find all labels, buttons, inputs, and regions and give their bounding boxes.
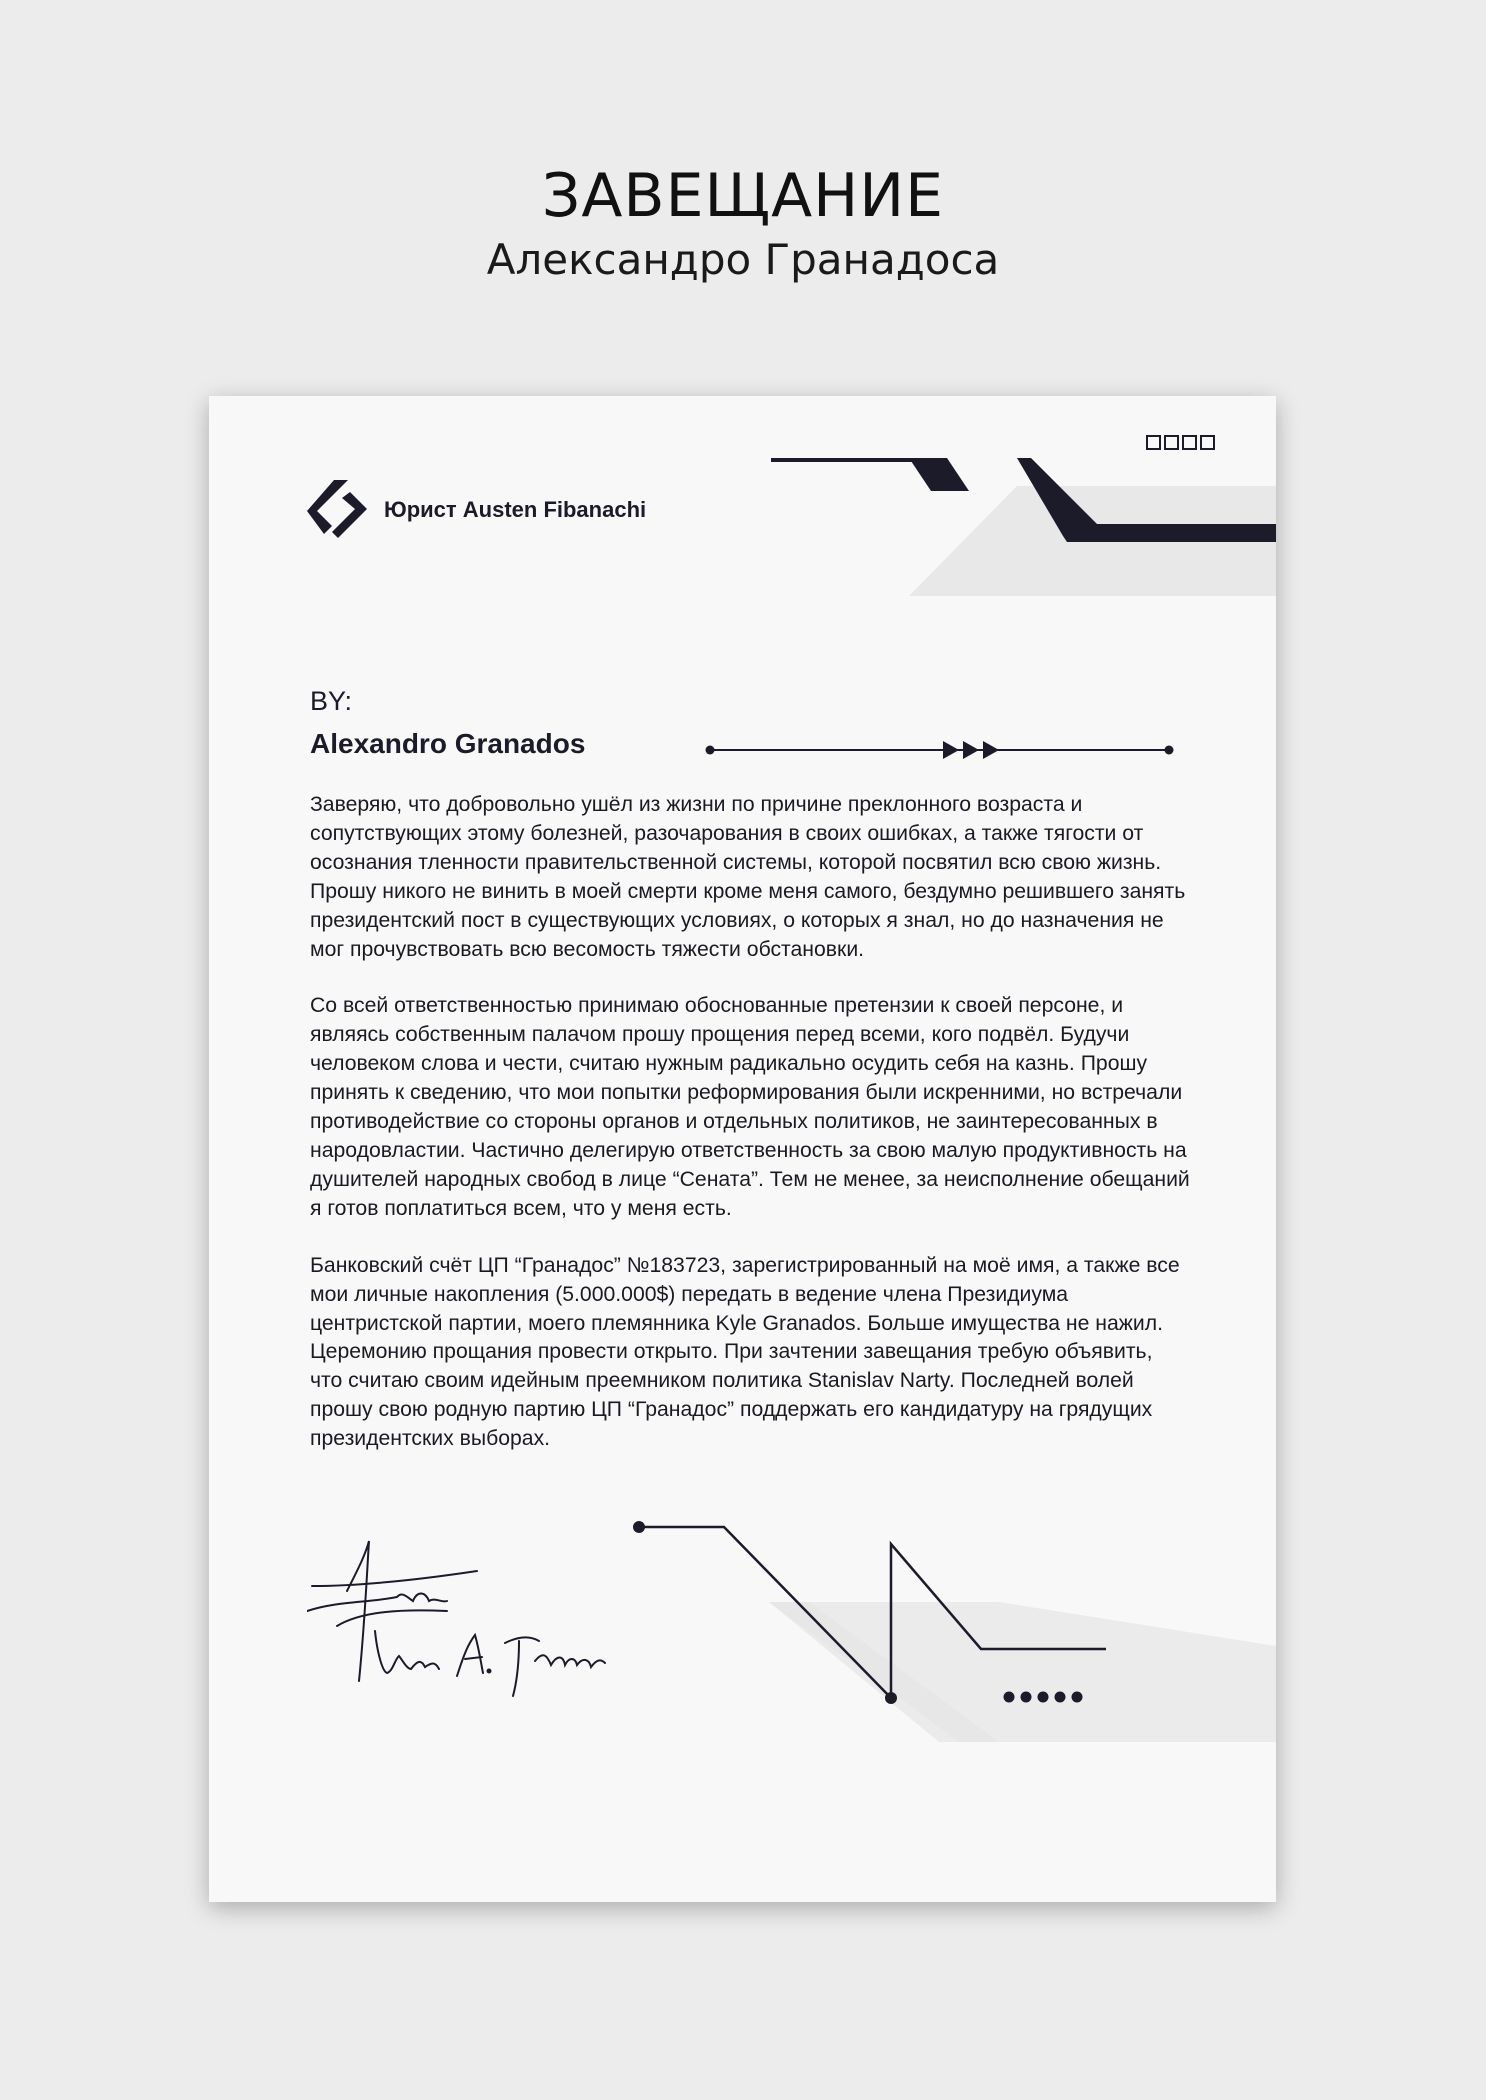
paragraph-3: Банковский счёт ЦП “Гранадос” №183723, зарегистрированный на моё имя, а также все мои личные накопления (5.000.000$) передать в ведение члена Президиума центристской партии, моего племянника Kyle Granados. Больше имущества не нажил. Церемонию прощания провести открыто. При зачтении завещания требую объявить, что считаю своим идейным преемником политика Stanislav Narty. Последней волей прошу свою родную партию ЦП “Гранадос” поддержать его кандидатуру на грядущих президентских выборах. bbox=[310, 1253, 1180, 1451]
document-subtitle: Александро Гранадоса bbox=[486, 235, 1000, 284]
handwritten-signature bbox=[307, 1531, 607, 1731]
paragraph-2: Со всей ответственностью принимаю обоснованные претензии к своей персоне, и являясь собственным палачом прошу прощения перед всеми, кого подвёл. Будучи человеком слова и чести, считаю нужным радикально осудить себя на казнь. Прошу принять к сведению, что мои попытки реформирования были искренними, но встречали противодействие со стороны органов и отдельных политиков, не заинтересованных в народовластии. Частично делегирую ответственность за свою малую продуктивность на душителей народных свобод в лице “Сената”. Тем не менее, за неисполнение обещаний я готов поплатиться всем, что у меня есть. bbox=[310, 994, 1190, 1220]
firm-name: Юрист Austen Fibanachi bbox=[384, 497, 647, 522]
paragraph-1: Заверяю, что добровольно ушёл из жизни по причине преклонного возраста и сопутствующих этому болезней, разочарования в своих ошибках, а также тягости от осознания тленности правительственной системы, которой посвятил всю свою жизнь. Прошу никого не винить в моей смерти кроме меня самого, бездумно решившего занять президентский пост в существующих условиях, о которых я знал, но до назначения не мог прочувствовать всю весомость тяжести обстановки. bbox=[310, 793, 1186, 961]
by-label: BY: bbox=[310, 686, 353, 716]
document-title: ЗАВЕЩАНИЕ bbox=[541, 161, 945, 231]
author-name: Alexandro Granados bbox=[310, 728, 586, 759]
footer-gray-band bbox=[769, 1602, 1276, 1742]
document-sheet bbox=[209, 396, 1276, 1902]
